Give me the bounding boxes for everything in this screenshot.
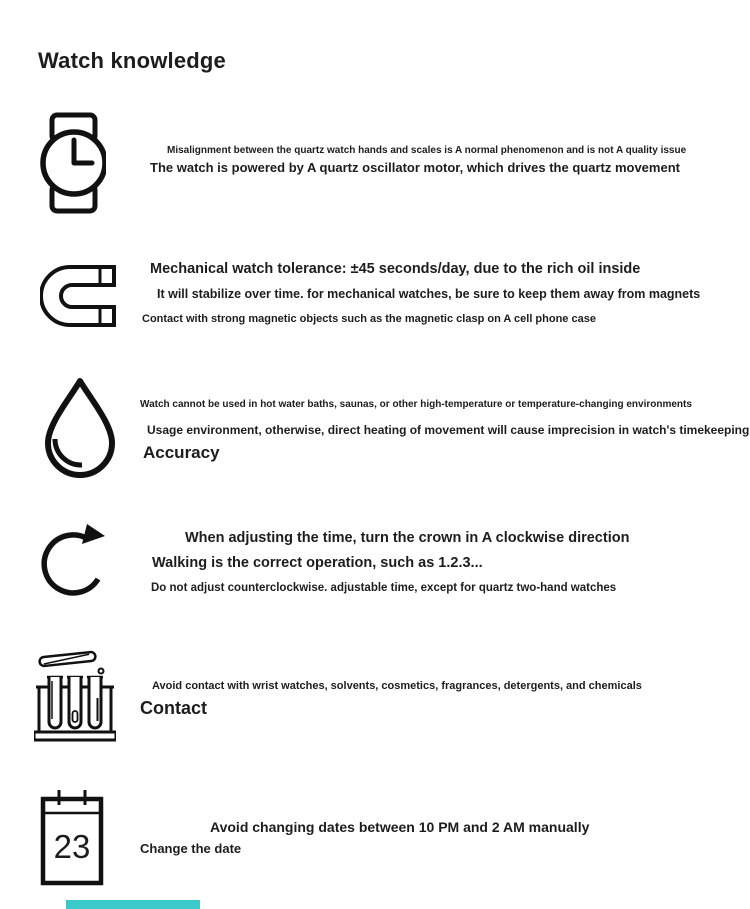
water-drop-icon bbox=[38, 376, 122, 480]
section-text-line: Avoid changing dates between 10 PM and 2 AM manually bbox=[210, 819, 590, 835]
page-title: Watch knowledge bbox=[38, 47, 226, 73]
section-heading: Accuracy bbox=[143, 443, 220, 462]
section-text-line: Do not adjust counterclockwise. adjustable time, except for quartz two-hand watches bbox=[151, 582, 617, 594]
section-text-line: Mechanical watch tolerance: ±45 seconds/day, due to the rich oil inside bbox=[150, 261, 641, 277]
section-text-line: Avoid contact with wrist watches, solvents, cosmetics, fragrances, detergents, and chemicals bbox=[152, 680, 642, 692]
clockwise-arrow-icon bbox=[38, 517, 112, 601]
section-text-line: Misalignment between the quartz watch hands and scales is A normal phenomenon and is not A quality issue bbox=[167, 145, 687, 156]
section-text-line: Contact with strong magnetic objects such as the magnetic clasp on A cell phone case bbox=[142, 313, 596, 325]
watch-icon bbox=[40, 112, 106, 214]
teal-accent-bar bbox=[66, 900, 200, 909]
magnet-icon bbox=[40, 263, 118, 329]
section-heading: Contact bbox=[140, 698, 207, 718]
section-text-line: It will stabilize over time. for mechanical watches, be sure to keep them away from magnets bbox=[157, 287, 701, 301]
section-text-line: Watch cannot be used in hot water baths, saunas, or other high-temperature or temperature-changing environments bbox=[140, 399, 692, 410]
calendar-icon bbox=[40, 788, 104, 886]
test-tubes-icon bbox=[34, 641, 116, 745]
section-text-line: Usage environment, otherwise, direct heating of movement will cause imprecision in watch's timekeeping bbox=[147, 423, 750, 437]
section-text-line: Change the date bbox=[140, 841, 242, 856]
section-text-line: Walking is the correct operation, such as 1.2.3... bbox=[152, 555, 483, 571]
calendar-day-number: 23 bbox=[53, 828, 91, 865]
section-text-line: When adjusting the time, turn the crown in A clockwise direction bbox=[185, 530, 630, 546]
section-text-line: The watch is powered by A quartz oscillator motor, which drives the quartz movement bbox=[150, 160, 680, 175]
